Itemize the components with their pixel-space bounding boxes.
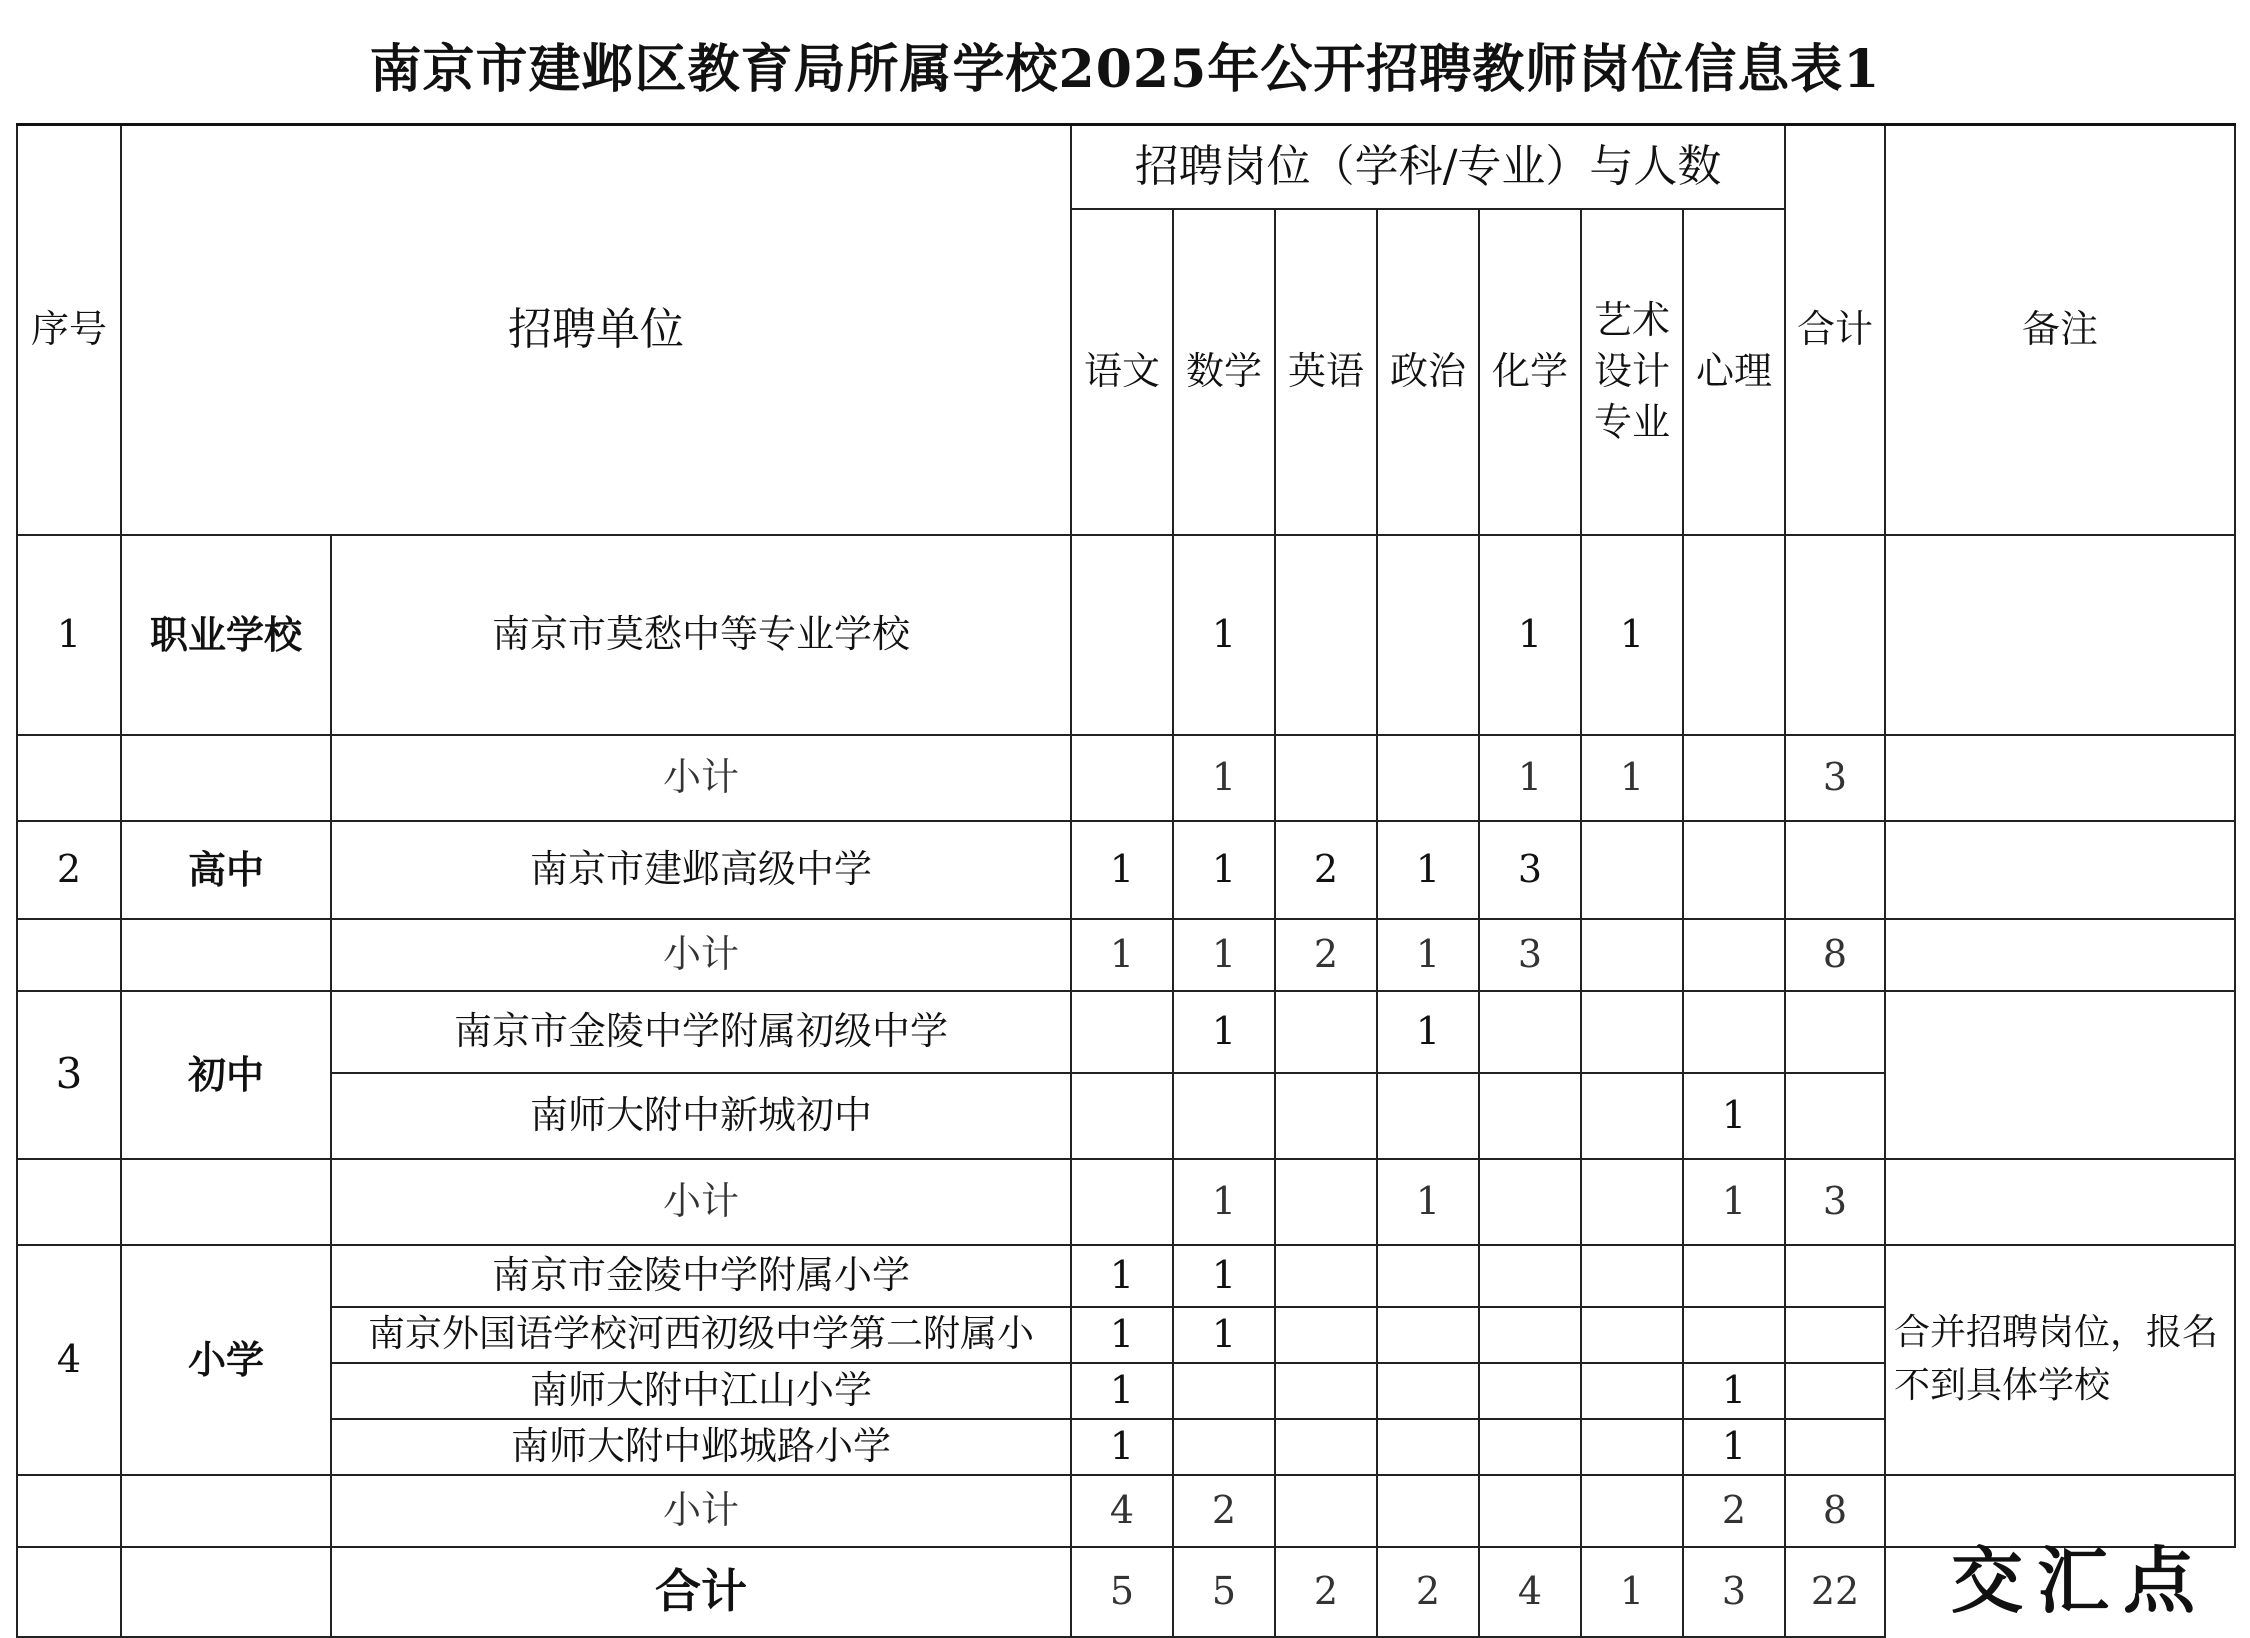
count-cell — [1275, 535, 1377, 735]
count-cell — [1683, 735, 1785, 821]
school-name: 南京市金陵中学附属初级中学 — [331, 991, 1071, 1073]
school-name: 南京外国语学校河西初级中学第二附属小 — [331, 1307, 1071, 1363]
count-cell — [1275, 735, 1377, 821]
count-cell: 1 — [1377, 821, 1479, 919]
count-cell: 1 — [1071, 1245, 1173, 1307]
subtotal-total: 8 — [1785, 1475, 1885, 1547]
count-cell — [1581, 1245, 1683, 1307]
count-cell — [1683, 919, 1785, 991]
count-cell: 2 — [1275, 1547, 1377, 1637]
group4-seq: 4 — [17, 1245, 121, 1475]
count-cell: 4 — [1479, 1547, 1581, 1637]
school-name: 南京市金陵中学附属小学 — [331, 1245, 1071, 1307]
group1-category: 职业学校 — [121, 535, 331, 735]
total-cell — [1785, 821, 1885, 919]
count-cell — [1275, 1307, 1377, 1363]
count-cell: 3 — [1683, 1547, 1785, 1637]
count-cell: 1 — [1173, 1307, 1275, 1363]
empty-cell — [121, 919, 331, 991]
count-cell — [1683, 991, 1785, 1073]
total-cell — [1785, 1419, 1885, 1475]
count-cell: 1 — [1377, 919, 1479, 991]
count-cell — [1479, 1475, 1581, 1547]
subtotal-total: 3 — [1785, 1159, 1885, 1245]
group3-category: 初中 — [121, 991, 331, 1159]
count-cell — [1071, 735, 1173, 821]
header-unit: 招聘单位 — [121, 125, 1071, 535]
count-cell — [1377, 735, 1479, 821]
count-cell — [1173, 1363, 1275, 1419]
count-cell — [1275, 1073, 1377, 1159]
total-cell — [1785, 991, 1885, 1073]
count-cell: 1 — [1683, 1363, 1785, 1419]
recruitment-table — [16, 123, 2236, 1638]
count-cell — [1581, 1475, 1683, 1547]
count-cell: 1 — [1683, 1419, 1785, 1475]
school-name: 南师大附中新城初中 — [331, 1073, 1071, 1159]
count-cell — [1683, 1245, 1785, 1307]
svg-text:交汇点: 交汇点 — [1950, 1538, 2210, 1623]
header-remark: 备注 — [1885, 125, 2235, 535]
count-cell: 1 — [1173, 1245, 1275, 1307]
count-cell — [1581, 1159, 1683, 1245]
count-cell — [1173, 1419, 1275, 1475]
count-cell — [1581, 821, 1683, 919]
school-name: 南师大附中邺城路小学 — [331, 1419, 1071, 1475]
count-cell: 2 — [1275, 919, 1377, 991]
count-cell — [1275, 1419, 1377, 1475]
count-cell — [1683, 1307, 1785, 1363]
empty-cell — [121, 1475, 331, 1547]
count-cell: 1 — [1683, 1073, 1785, 1159]
remark-cell — [1885, 821, 2235, 919]
count-cell — [1479, 1419, 1581, 1475]
empty-cell — [121, 1547, 331, 1637]
total-cell — [1785, 1245, 1885, 1307]
count-cell — [1071, 1073, 1173, 1159]
group2-category: 高中 — [121, 821, 331, 919]
count-cell: 1 — [1173, 919, 1275, 991]
group1-seq: 1 — [17, 535, 121, 735]
count-cell — [1377, 535, 1479, 735]
remark-cell — [1885, 919, 2235, 991]
subtotal-label: 小计 — [331, 1159, 1071, 1245]
count-cell — [1377, 1073, 1479, 1159]
count-cell — [1479, 1245, 1581, 1307]
count-cell — [1173, 1073, 1275, 1159]
subject-art-design: 艺术 设计 专业 — [1581, 209, 1683, 535]
remark-cell — [1885, 535, 2235, 735]
count-cell — [1581, 1419, 1683, 1475]
count-cell — [1071, 535, 1173, 735]
count-cell: 2 — [1275, 821, 1377, 919]
school-name: 南师大附中江山小学 — [331, 1363, 1071, 1419]
subject-psychology: 心理 — [1683, 209, 1785, 535]
count-cell: 2 — [1173, 1475, 1275, 1547]
grand-total-value: 22 — [1785, 1547, 1885, 1637]
count-cell — [1377, 1475, 1479, 1547]
count-cell: 1 — [1071, 821, 1173, 919]
grand-total-label: 合计 — [331, 1547, 1071, 1637]
count-cell — [1581, 919, 1683, 991]
count-cell — [1377, 1307, 1479, 1363]
count-cell: 1 — [1581, 1547, 1683, 1637]
page-title: 南京市建邺区教育局所属学校2025年公开招聘教师岗位信息表1 — [369, 39, 1881, 100]
remark-cell — [1885, 991, 2235, 1159]
remark-cell — [1885, 735, 2235, 821]
count-cell: 1 — [1173, 991, 1275, 1073]
empty-cell — [17, 1475, 121, 1547]
count-cell: 2 — [1683, 1475, 1785, 1547]
count-cell — [1377, 1419, 1479, 1475]
count-cell: 1 — [1479, 735, 1581, 821]
count-cell — [1275, 1475, 1377, 1547]
school-name: 南京市建邺高级中学 — [331, 821, 1071, 919]
count-cell — [1683, 821, 1785, 919]
count-cell: 3 — [1479, 821, 1581, 919]
count-cell: 1 — [1173, 1159, 1275, 1245]
empty-cell — [17, 735, 121, 821]
count-cell: 1 — [1173, 821, 1275, 919]
total-cell — [1785, 1073, 1885, 1159]
group4-category: 小学 — [121, 1245, 331, 1475]
count-cell — [1479, 1073, 1581, 1159]
subject-math: 数学 — [1173, 209, 1275, 535]
jiaohuidian-logo — [1940, 1532, 2220, 1627]
count-cell — [1479, 1159, 1581, 1245]
total-cell — [1785, 1307, 1885, 1363]
count-cell — [1683, 535, 1785, 735]
count-cell — [1479, 991, 1581, 1073]
count-cell — [1275, 991, 1377, 1073]
count-cell: 1 — [1581, 735, 1683, 821]
count-cell — [1275, 1363, 1377, 1419]
count-cell — [1581, 1073, 1683, 1159]
count-cell — [1071, 1159, 1173, 1245]
count-cell — [1377, 1245, 1479, 1307]
count-cell: 1 — [1071, 1307, 1173, 1363]
count-cell: 5 — [1173, 1547, 1275, 1637]
remark-merged: 合并招聘岗位，报名不到具体学校 — [1885, 1245, 2235, 1475]
empty-cell — [121, 735, 331, 821]
header-total: 合计 — [1785, 125, 1885, 535]
header-seq: 序号 — [17, 125, 121, 535]
count-cell — [1581, 1363, 1683, 1419]
empty-cell — [17, 1547, 121, 1637]
count-cell: 1 — [1683, 1159, 1785, 1245]
count-cell: 1 — [1581, 535, 1683, 735]
count-cell: 1 — [1173, 535, 1275, 735]
empty-cell — [17, 1159, 121, 1245]
count-cell: 4 — [1071, 1475, 1173, 1547]
count-cell: 5 — [1071, 1547, 1173, 1637]
count-cell — [1275, 1159, 1377, 1245]
count-cell: 1 — [1173, 735, 1275, 821]
count-cell — [1275, 1245, 1377, 1307]
subtotal-label: 小计 — [331, 735, 1071, 821]
empty-cell — [121, 1159, 331, 1245]
subtotal-total: 3 — [1785, 735, 1885, 821]
count-cell: 1 — [1479, 535, 1581, 735]
group3-seq: 3 — [17, 991, 121, 1159]
subject-chinese: 语文 — [1071, 209, 1173, 535]
count-cell — [1581, 1307, 1683, 1363]
count-cell — [1479, 1363, 1581, 1419]
total-cell — [1785, 535, 1885, 735]
empty-cell — [17, 919, 121, 991]
count-cell — [1377, 1363, 1479, 1419]
subtotal-label: 小计 — [331, 1475, 1071, 1547]
subject-chemistry: 化学 — [1479, 209, 1581, 535]
remark-cell — [1885, 1159, 2235, 1245]
count-cell: 1 — [1377, 991, 1479, 1073]
subject-english: 英语 — [1275, 209, 1377, 535]
count-cell: 1 — [1071, 1419, 1173, 1475]
count-cell — [1581, 991, 1683, 1073]
count-cell: 1 — [1071, 919, 1173, 991]
count-cell: 1 — [1377, 1159, 1479, 1245]
school-name: 南京市莫愁中等专业学校 — [331, 535, 1071, 735]
count-cell: 1 — [1071, 1363, 1173, 1419]
subtotal-label: 小计 — [331, 919, 1071, 991]
count-cell — [1479, 1307, 1581, 1363]
subtotal-total: 8 — [1785, 919, 1885, 991]
group2-seq: 2 — [17, 821, 121, 919]
header-positions-group: 招聘岗位（学科/专业）与人数 — [1071, 125, 1785, 209]
total-cell — [1785, 1363, 1885, 1419]
subject-politics: 政治 — [1377, 209, 1479, 535]
count-cell — [1071, 991, 1173, 1073]
count-cell: 2 — [1377, 1547, 1479, 1637]
count-cell: 3 — [1479, 919, 1581, 991]
